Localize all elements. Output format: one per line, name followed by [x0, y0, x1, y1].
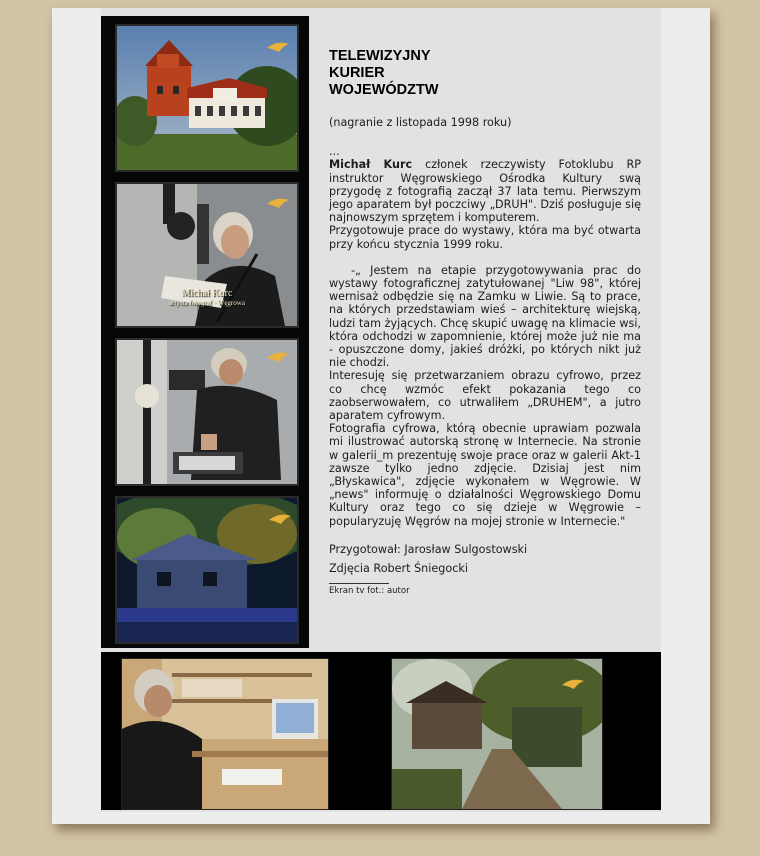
photo-computer-desk	[121, 658, 329, 810]
tv-caption	[117, 288, 297, 308]
article-text	[329, 48, 641, 596]
bottom-photo-band	[101, 652, 661, 810]
title-line-1: TELEWIZYJNY	[329, 48, 431, 64]
photo-strip	[101, 16, 309, 648]
tv-caption-role: artysta fotograf · Węgrowa	[169, 299, 245, 307]
rural-house-image	[117, 498, 297, 642]
intro-text: członek rzeczywisty Fotoklubu RP instruktor Węgrowskiego Ośrodka Kultury swą przygodę z fotografią zaczął 37 lata temu. Pierwszym jego aparatem był poczciwy „DRUH". Dziś posługuje się najnowszym sprzętem i komputerem.	[329, 158, 641, 225]
recording-note: (nagranie z listopada 1998 roku)	[329, 116, 512, 129]
computer-desk-image	[122, 659, 328, 809]
divider	[329, 583, 389, 584]
title-line-3: WOJEWÓDZTW	[329, 82, 439, 98]
photo-enlarger	[115, 338, 299, 486]
enlarger-image	[117, 340, 297, 484]
intro-paragraph-2: Przygotowuje prace do wystawy, która ma być otwarta przy końcu stycznia 1999 roku.	[329, 224, 641, 251]
photos-by: Zdjęcia Robert Śniegocki	[329, 562, 468, 576]
quote-paragraph-2: Interesuję się przetwarzaniem obrazu cyfrowo, przez co chcę wzmóc efekt pokazania tego co zaobserwowałem, co utrwaliłem „DRUHEM", a jutro aparatem cyfrowym.	[329, 369, 641, 423]
intro-paragraph	[329, 158, 641, 224]
article-content	[101, 8, 661, 812]
quote-paragraph-1: -„ Jestem na etapie przygotowywania prac do wystawy fotograficznej zatytułowanej "Liw 98", której wernisaż odbędzie się na Zamku w Liwie. Są to prace, na których przedstawiam wieś – architekturę wiejską, ludzi tam żyjących. Chcę skupić uwagę na klimacie wsi, która odchodzi w zapomnienie, której może już nie ma - opuszczone domy, jakieś dróżki, po których nikt już nie chodzi.	[329, 263, 641, 370]
article-title	[329, 48, 641, 99]
tv-caption-name: Michał Kurc	[181, 288, 233, 299]
ellipsis: ...	[329, 145, 340, 159]
intro-name: Michał Kurc	[329, 158, 413, 172]
photo-caption: Ekran tv fot.: autor	[329, 586, 410, 597]
photo-portrait	[115, 182, 299, 328]
village-path-image	[392, 659, 602, 809]
title-line-2: KURIER	[329, 65, 385, 81]
quote-paragraph-3: Fotografia cyfrowa, którą obecnie uprawiam pozwala mi ilustrować autorską stronę w Internecie. Na stronie w galerii_m prezentuję swoje prace oraz w galerii Akt-1 zawsze tylko jedno zdjęcie. Dzisiaj jest nim „Błyskawica", zdjęcie wykonałem w Węgrowie. W „news" informuję o działalności Węgrowskiego Domu Kultury oraz tego co się dzieje w Węgrowie – popularyzuję Węgrów na mojej stronie w Internecie."	[329, 422, 641, 528]
photo-village-path	[391, 658, 603, 810]
manor-house-image	[117, 26, 297, 170]
prepared-by: Przygotował: Jarosław Sulgostowski	[329, 542, 528, 556]
photo-manor-house	[115, 24, 299, 172]
credits	[329, 543, 641, 596]
photo-rural-house	[115, 496, 299, 644]
